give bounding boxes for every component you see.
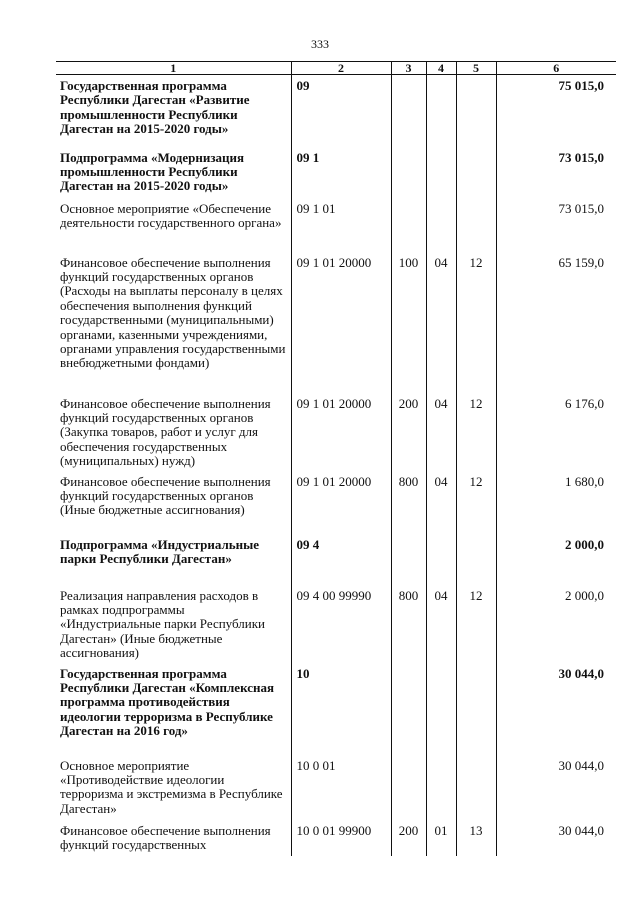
table-row [56, 755, 616, 820]
budget-table [56, 61, 616, 856]
table-row [56, 585, 616, 663]
item-amount: 30 044,0 [496, 663, 616, 755]
item-amount: 1 680,0 [496, 471, 616, 534]
item-code: 09 [291, 75, 391, 147]
item-name: Подпрограмма «Индустриальные парки Республики Дагестан» [60, 536, 260, 566]
item-amount: 2 000,0 [496, 534, 616, 585]
item-code: 09 1 01 20000 [291, 471, 391, 534]
item-vr [391, 198, 426, 252]
item-pr: 12 [456, 585, 496, 663]
table-row [56, 663, 616, 755]
item-pr [456, 534, 496, 585]
item-code: 10 0 01 [291, 755, 391, 820]
item-rz [426, 534, 456, 585]
item-name: Подпрограмма «Модернизация промышленности Республики Дагестан на 2015-2020 годы» [60, 149, 245, 194]
item-vr [391, 663, 426, 755]
item-rz [426, 198, 456, 252]
item-rz: 04 [426, 393, 456, 471]
item-rz [426, 663, 456, 755]
item-name: Основное мероприятие «Обеспечение деятельности государственного органа» [60, 200, 282, 230]
item-name: Реализация направления расходов в рамках подпрограммы «Индустриальные парки Республики Дагестан» (Иные бюджетные ассигнования) [60, 587, 266, 661]
item-vr [391, 75, 426, 147]
header-col-4: 4 [426, 62, 456, 75]
item-code: 09 1 01 20000 [291, 393, 391, 471]
item-amount: 73 015,0 [496, 147, 616, 198]
item-vr: 800 [391, 585, 426, 663]
item-code: 09 1 [291, 147, 391, 198]
table-row [56, 820, 616, 856]
item-rz [426, 755, 456, 820]
item-pr [456, 663, 496, 755]
item-code: 09 4 [291, 534, 391, 585]
item-pr: 13 [456, 820, 496, 856]
item-rz: 04 [426, 585, 456, 663]
item-code: 10 0 01 99900 [291, 820, 391, 856]
table-row [56, 534, 616, 585]
item-code: 09 1 01 20000 [291, 252, 391, 393]
item-rz: 01 [426, 820, 456, 856]
item-vr: 200 [391, 393, 426, 471]
item-amount: 30 044,0 [496, 755, 616, 820]
item-pr [456, 75, 496, 147]
item-pr [456, 147, 496, 198]
header-col-5: 5 [456, 62, 496, 75]
item-vr: 800 [391, 471, 426, 534]
item-code: 10 [291, 663, 391, 755]
item-name: Финансовое обеспечение выполнения функций государственных органов (Расходы на выплаты персоналу в целях обеспечения выполнения функций государственными (муниципальными) органами, казенными учреждениями, органами управления государственными внебюджетными фондами) [60, 254, 286, 371]
table-row [56, 393, 616, 471]
item-pr [456, 198, 496, 252]
item-amount: 2 000,0 [496, 585, 616, 663]
item-name: Основное мероприятие «Противодействие идеологии терроризма и экстремизма в Республике Дагестан» [60, 757, 283, 816]
table-row [56, 147, 616, 198]
table-row [56, 75, 616, 147]
item-name: Финансовое обеспечение выполнения функций государственных [60, 822, 271, 852]
item-amount: 30 044,0 [496, 820, 616, 856]
table-row [56, 252, 616, 393]
item-vr: 100 [391, 252, 426, 393]
item-name: Государственная программа Республики Дагестан «Развитие промышленности Республики Дагестан на 2015-2020 годы» [60, 78, 250, 137]
item-amount: 75 015,0 [496, 75, 616, 147]
header-col-2: 2 [291, 62, 391, 75]
item-pr: 12 [456, 252, 496, 393]
header-col-6: 6 [496, 62, 616, 75]
item-vr [391, 755, 426, 820]
table-row [56, 471, 616, 534]
item-vr [391, 534, 426, 585]
item-pr: 12 [456, 471, 496, 534]
header-col-1: 1 [56, 62, 291, 75]
item-name: Государственная программа Республики Дагестан «Комплексная программа противодействия идеологии терроризма в Республике Дагестан на 2016 год» [60, 665, 275, 739]
item-rz: 04 [426, 252, 456, 393]
item-rz [426, 75, 456, 147]
page-number: 333 [311, 37, 329, 51]
item-code: 09 4 00 99990 [291, 585, 391, 663]
table-row [56, 198, 616, 252]
item-amount: 65 159,0 [496, 252, 616, 393]
item-rz [426, 147, 456, 198]
item-pr [456, 755, 496, 820]
item-pr: 12 [456, 393, 496, 471]
item-code: 09 1 01 [291, 198, 391, 252]
item-rz: 04 [426, 471, 456, 534]
header-row [56, 62, 616, 75]
item-vr [391, 147, 426, 198]
item-amount: 73 015,0 [496, 198, 616, 252]
item-name: Финансовое обеспечение выполнения функций государственных органов (Иные бюджетные ассигнования) [60, 473, 271, 518]
item-amount: 6 176,0 [496, 393, 616, 471]
item-name: Финансовое обеспечение выполнения функций государственных органов (Закупка товаров, работ и услуг для обеспечения государственных (муниципальных) нужд) [60, 395, 271, 469]
header-col-3: 3 [391, 62, 426, 75]
item-vr: 200 [391, 820, 426, 856]
